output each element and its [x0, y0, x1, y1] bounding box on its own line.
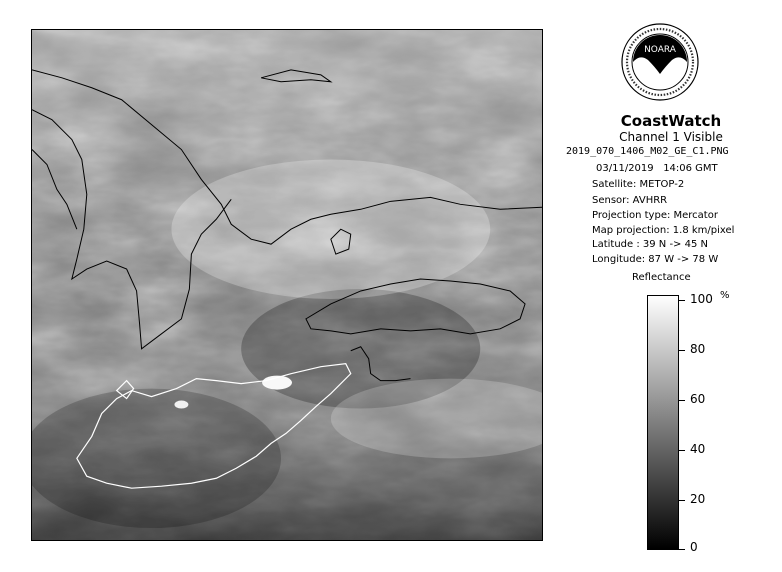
colorbar-tick-label: 100 [690, 292, 713, 306]
product-brand: CoastWatch [620, 112, 722, 130]
image-filename: 2019_070_1406_M02_GE_C1.PNG [566, 146, 729, 157]
colorbar-tick-label: 80 [690, 342, 706, 356]
channel-label: Channel 1 Visible [619, 130, 723, 144]
colorbar-tick [679, 350, 685, 351]
colorbar-tick [679, 400, 685, 401]
colorbar-tick-label: 60 [690, 392, 706, 406]
satellite-label: Satellite: METOP-2 [592, 179, 685, 190]
colorbar-tick [679, 300, 685, 301]
colorbar-tick-label: 0 [690, 540, 698, 554]
sensor-label: Sensor: AVHRR [592, 195, 668, 206]
satellite-imagery-map [31, 29, 543, 541]
latitude-label: Latitude : 39 N -> 45 N [592, 239, 708, 250]
colorbar-tick [679, 500, 685, 501]
acquisition-time: 14:06 GMT [663, 163, 718, 174]
colorbar-tick-label: 20 [690, 492, 706, 506]
reflectance-colorbar [647, 295, 679, 550]
longitude-label: Longitude: 87 W -> 78 W [592, 254, 719, 265]
acquisition-date: 03/11/2019 [596, 163, 654, 174]
colorbar-tick [679, 450, 685, 451]
colorbar-tick [679, 549, 685, 550]
map-projection-label: Map projection: 1.8 km/pixel [592, 225, 735, 236]
logo-text: NOARA [644, 45, 676, 55]
legend-title: Reflectance [632, 272, 691, 283]
noaa-logo-icon [620, 22, 700, 102]
legend-unit: % [720, 290, 730, 301]
projection-type-label: Projection type: Mercator [592, 210, 718, 221]
colorbar-tick-label: 40 [690, 442, 706, 456]
acquisition-datetime [596, 163, 718, 174]
